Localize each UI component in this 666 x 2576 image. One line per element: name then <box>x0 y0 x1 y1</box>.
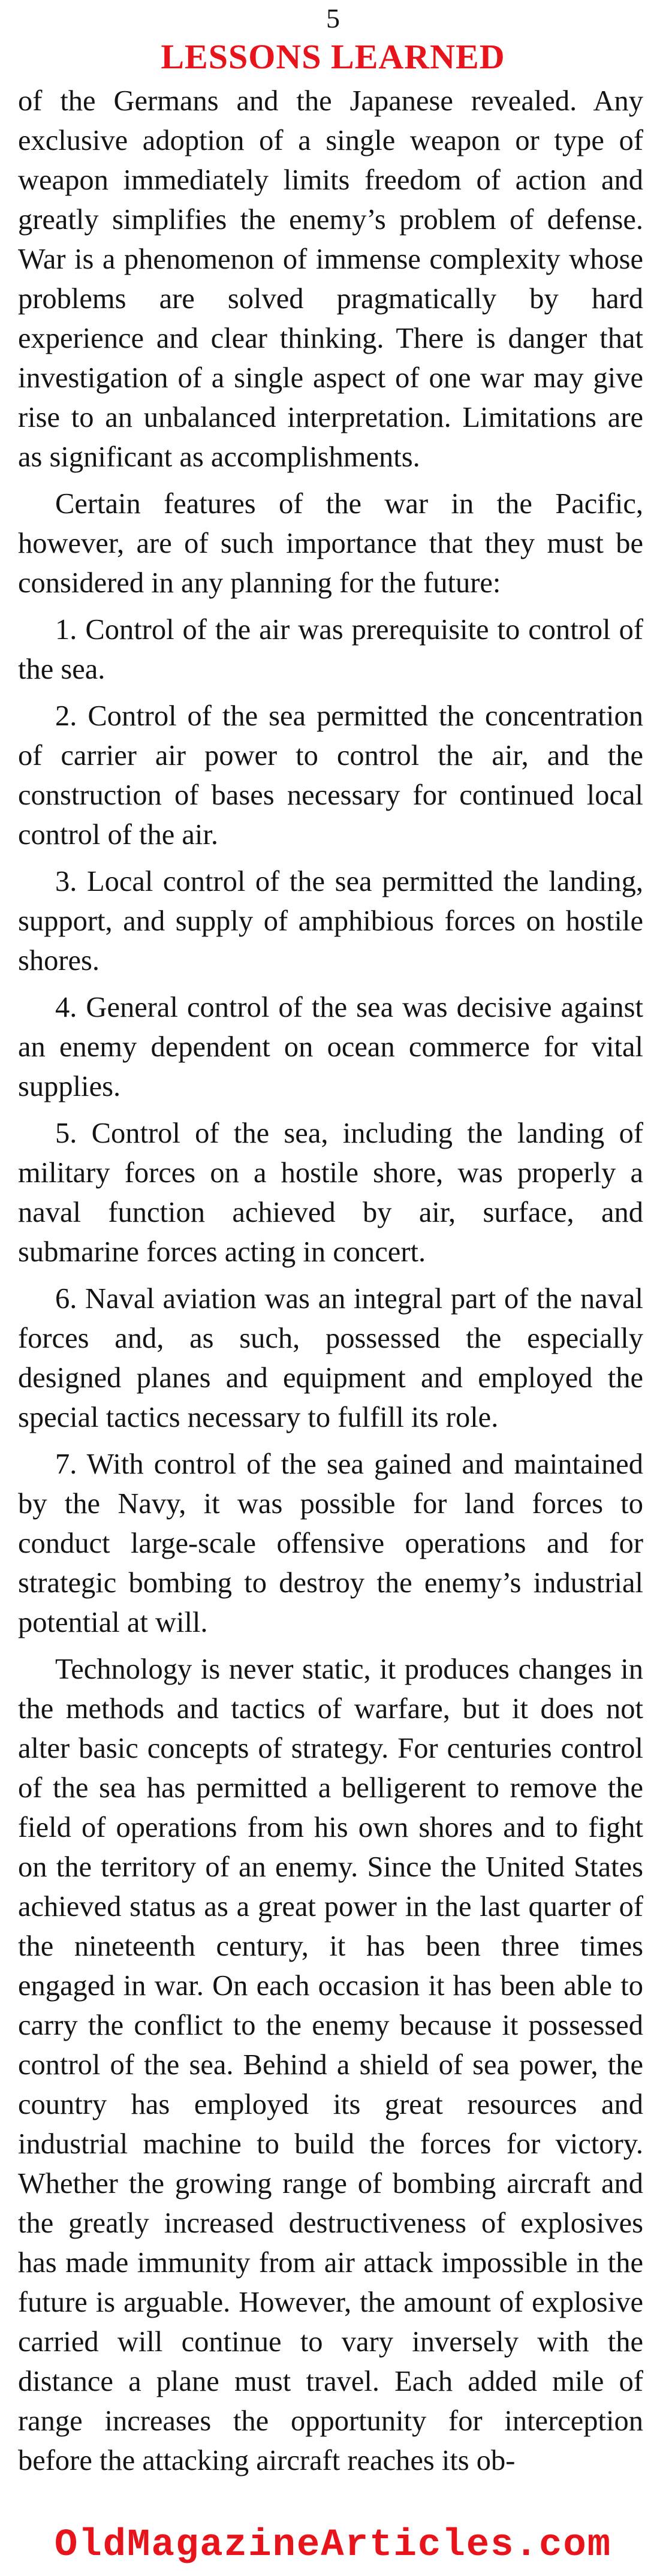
list-item-3: 3. Local control of the sea permitted the landing, support, and supply of amphibious forces on hostile shores. <box>18 866 643 977</box>
paragraph-continuation: of the Germans and the Japanese revealed. Any exclusive adoption of a single weapon or type of weapon immediately limits freedom of action and greatly simplifies the enemy’s problem of defense. War is a phenomenon of immense complexity whose problems are solved pragmatically by hard experience and clear thinking. There is danger that investigation of a single aspect of one war may give rise to an unbalanced interpretation. Limitations are as significant as accomplishments. <box>18 85 643 473</box>
list-item-4: 4. General control of the sea was decisive against an enemy dependent on ocean commerce for vital supplies. <box>18 992 643 1102</box>
list-item-7: 7. With control of the sea gained and maintained by the Navy, it was possible for land forces to conduct large-scale offensive operations and for strategic bombing to destroy the enemy’s industrial potential at will. <box>18 1448 643 1638</box>
paragraph-intro: Certain features of the war in the Pacific, however, are of such importance that they must be considered in any planning for the future: <box>18 488 643 599</box>
site-watermark: OldMagazineArticles.com <box>54 2524 612 2567</box>
paragraph-technology: Technology is never static, it produces changes in the methods and tactics of warfare, but it does not alter basic concepts of strategy. For centuries control of the sea has permitted a belligerent to remove the field of operations from his own shores and to fight on the territory of an enemy. Since the United States achieved status as a great power in the last quarter of the nineteenth century, it has been three times engaged in war. On each occasion it has been able to carry the conflict to the enemy because it possessed control of the sea. Behind a shield of sea power, the country has employed its great resources and industrial machine to build the forces for victory. Whether the growing range of bombing aircraft and the greatly increased destructiveness of explosives has made immunity from air attack impossible in the future is arguable. However, the amount of explosive carried will continue to vary inversely with the distance a plane must travel. Each added mile of range increases the opportunity for interception before the attacking aircraft reaches its ob- <box>18 1653 643 2476</box>
article-body <box>18 82 643 2488</box>
list-item-5: 5. Control of the sea, including the landing of military forces on a hostile shore, was properly a naval function achieved by air, surface, and submarine forces acting in concert. <box>18 1117 643 1268</box>
list-item-1: 1. Control of the air was prerequisite to control of the sea. <box>18 614 643 685</box>
list-item-2: 2. Control of the sea permitted the concentration of carrier air power to control the air, and the construction of bases necessary for continued local control of the air. <box>18 700 643 851</box>
list-item-6: 6. Naval aviation was an integral part of the naval forces and, as such, possessed the especially designed planes and equipment and employed the special tactics necessary to fulfill its role. <box>18 1283 643 1433</box>
page-number: 5 <box>326 3 340 34</box>
running-title: LESSONS LEARNED <box>161 37 505 76</box>
